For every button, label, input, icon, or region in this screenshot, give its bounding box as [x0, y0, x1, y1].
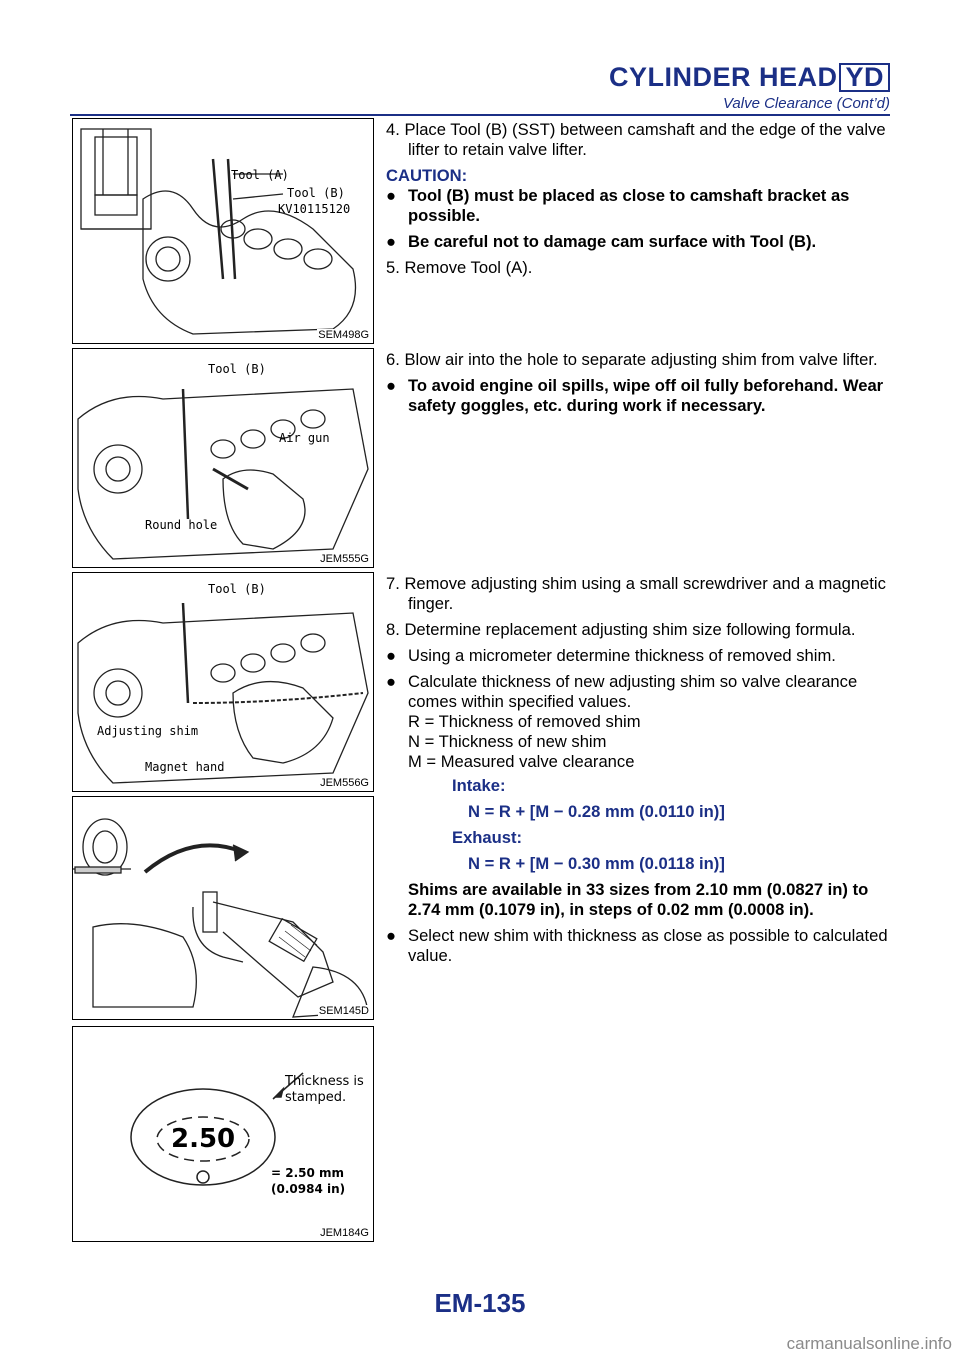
calculate-bullet: [386, 672, 892, 712]
step-8: 8. Determine replacement adjusting shim size following formula.: [386, 620, 856, 639]
caution-bullet-2-text: Be careful not to damage cam surface with Tool (B).: [408, 232, 817, 251]
micrometer-bullet: [386, 646, 892, 666]
bullet-icon: ●: [386, 186, 397, 205]
fig5-shim-value: 2.50: [171, 1124, 236, 1154]
caution-bullet-1-text: Tool (B) must be placed as close to camshaft bracket as possible.: [408, 186, 850, 225]
figure-code: SEM498G: [318, 329, 369, 341]
figure-code: SEM145D: [318, 1005, 369, 1017]
fig2-label-tool-b: Tool (B): [208, 362, 266, 376]
bullet-icon: ●: [386, 232, 397, 251]
step-7: 7. Remove adjusting shim using a small screwdriver and a magnetic finger.: [386, 574, 886, 613]
intake-formula: N = R + [M − 0.28 mm (0.0110 in)]: [468, 802, 725, 821]
fig3-label-magnet-hand: Magnet hand: [145, 760, 225, 774]
figure-jem556g: [72, 572, 374, 792]
exhaust-formula: N = R + [M − 0.30 mm (0.0118 in)]: [468, 854, 725, 873]
bullet-icon: ●: [386, 376, 397, 395]
page-title: [609, 62, 890, 93]
caution-bullet-2: [386, 232, 892, 252]
intake-label: Intake:: [452, 776, 506, 795]
fig5-label-mm: = 2.50 mm: [271, 1166, 345, 1180]
shim-sizes-note: Shims are available in 33 sizes from 2.10 mm (0.0827 in) to 2.74 mm (0.1079 in), in steps of 0.02 mm (0.0008 in).: [408, 880, 869, 919]
shim-thickness-illustration: [73, 1027, 373, 1241]
definition-n: N = Thickness of new shim: [408, 732, 607, 751]
fig2-label-air-gun: Air gun: [279, 431, 330, 445]
watermark: carmanualsonline.info: [786, 1334, 952, 1353]
figure-sem145d: [72, 796, 374, 1020]
figure-sem498g: [72, 118, 374, 344]
step-6: 6. Blow air into the hole to separate adjusting shim from valve lifter.: [386, 350, 878, 369]
caution-label: CAUTION:: [386, 166, 468, 185]
definition-m: M = Measured valve clearance: [408, 752, 635, 771]
micrometer-bullet-text: Using a micrometer determine thickness of removed shim.: [408, 646, 836, 665]
bullet-icon: ●: [386, 646, 397, 665]
definition-r: R = Thickness of removed shim: [408, 712, 641, 731]
fig5-label-line1: Thickness is: [285, 1074, 364, 1089]
step-4: 4. Place Tool (B) (SST) between camshaft and the edge of the valve lifter to retain valve lifter.: [386, 120, 886, 159]
select-shim-bullet: [386, 926, 892, 966]
fig1-label-kv: KV10115120: [278, 202, 351, 216]
bullet-icon: ●: [386, 672, 397, 691]
fig5-label-line2: stamped.: [285, 1090, 347, 1105]
section-1: [386, 120, 892, 278]
fig2-label-round-hole: Round hole: [145, 518, 218, 532]
engine-tool-illustration: [73, 119, 373, 343]
figure-code: JEM556G: [320, 777, 369, 789]
figure-jem555g: [72, 348, 374, 568]
fig5-label-in: (0.0984 in): [271, 1182, 346, 1196]
calculate-bullet-text: Calculate thickness of new adjusting shim so valve clearance comes within specified values.: [408, 672, 858, 711]
figure-code: JEM184G: [320, 1227, 369, 1239]
page-subtitle: Valve Clearance (Cont’d): [722, 95, 890, 112]
section-3: [386, 574, 892, 966]
figure-jem184g: [72, 1026, 374, 1242]
figure-code: JEM555G: [320, 553, 369, 565]
caution-bullet-1: [386, 186, 892, 226]
step-5: 5. Remove Tool (A).: [386, 258, 533, 277]
fig1-label-tool-b: Tool (B): [287, 186, 345, 200]
exhaust-label: Exhaust:: [452, 828, 523, 847]
section-2: [386, 350, 892, 416]
engine-badge: YD: [839, 63, 890, 92]
fig3-label-tool-b: Tool (B): [208, 582, 266, 596]
fig3-label-adjusting-shim: Adjusting shim: [97, 724, 199, 738]
select-shim-bullet-text: Select new shim with thickness as close as possible to calculated value.: [408, 926, 888, 965]
bullet-icon: ●: [386, 926, 397, 945]
fig1-label-tool-a: Tool (A): [231, 168, 289, 182]
air-gun-illustration: [73, 349, 373, 567]
oil-warning-bullet: [386, 376, 892, 416]
micrometer-illustration: [73, 797, 373, 1019]
section-title: CYLINDER HEAD: [608, 62, 838, 92]
shim-removal-illustration: [73, 573, 373, 791]
header-divider: [70, 114, 890, 116]
oil-warning-text: To avoid engine oil spills, wipe off oil fully beforehand. Wear safety goggles, etc. during work if necessary.: [408, 376, 884, 415]
page-number: EM-135: [434, 1288, 526, 1318]
